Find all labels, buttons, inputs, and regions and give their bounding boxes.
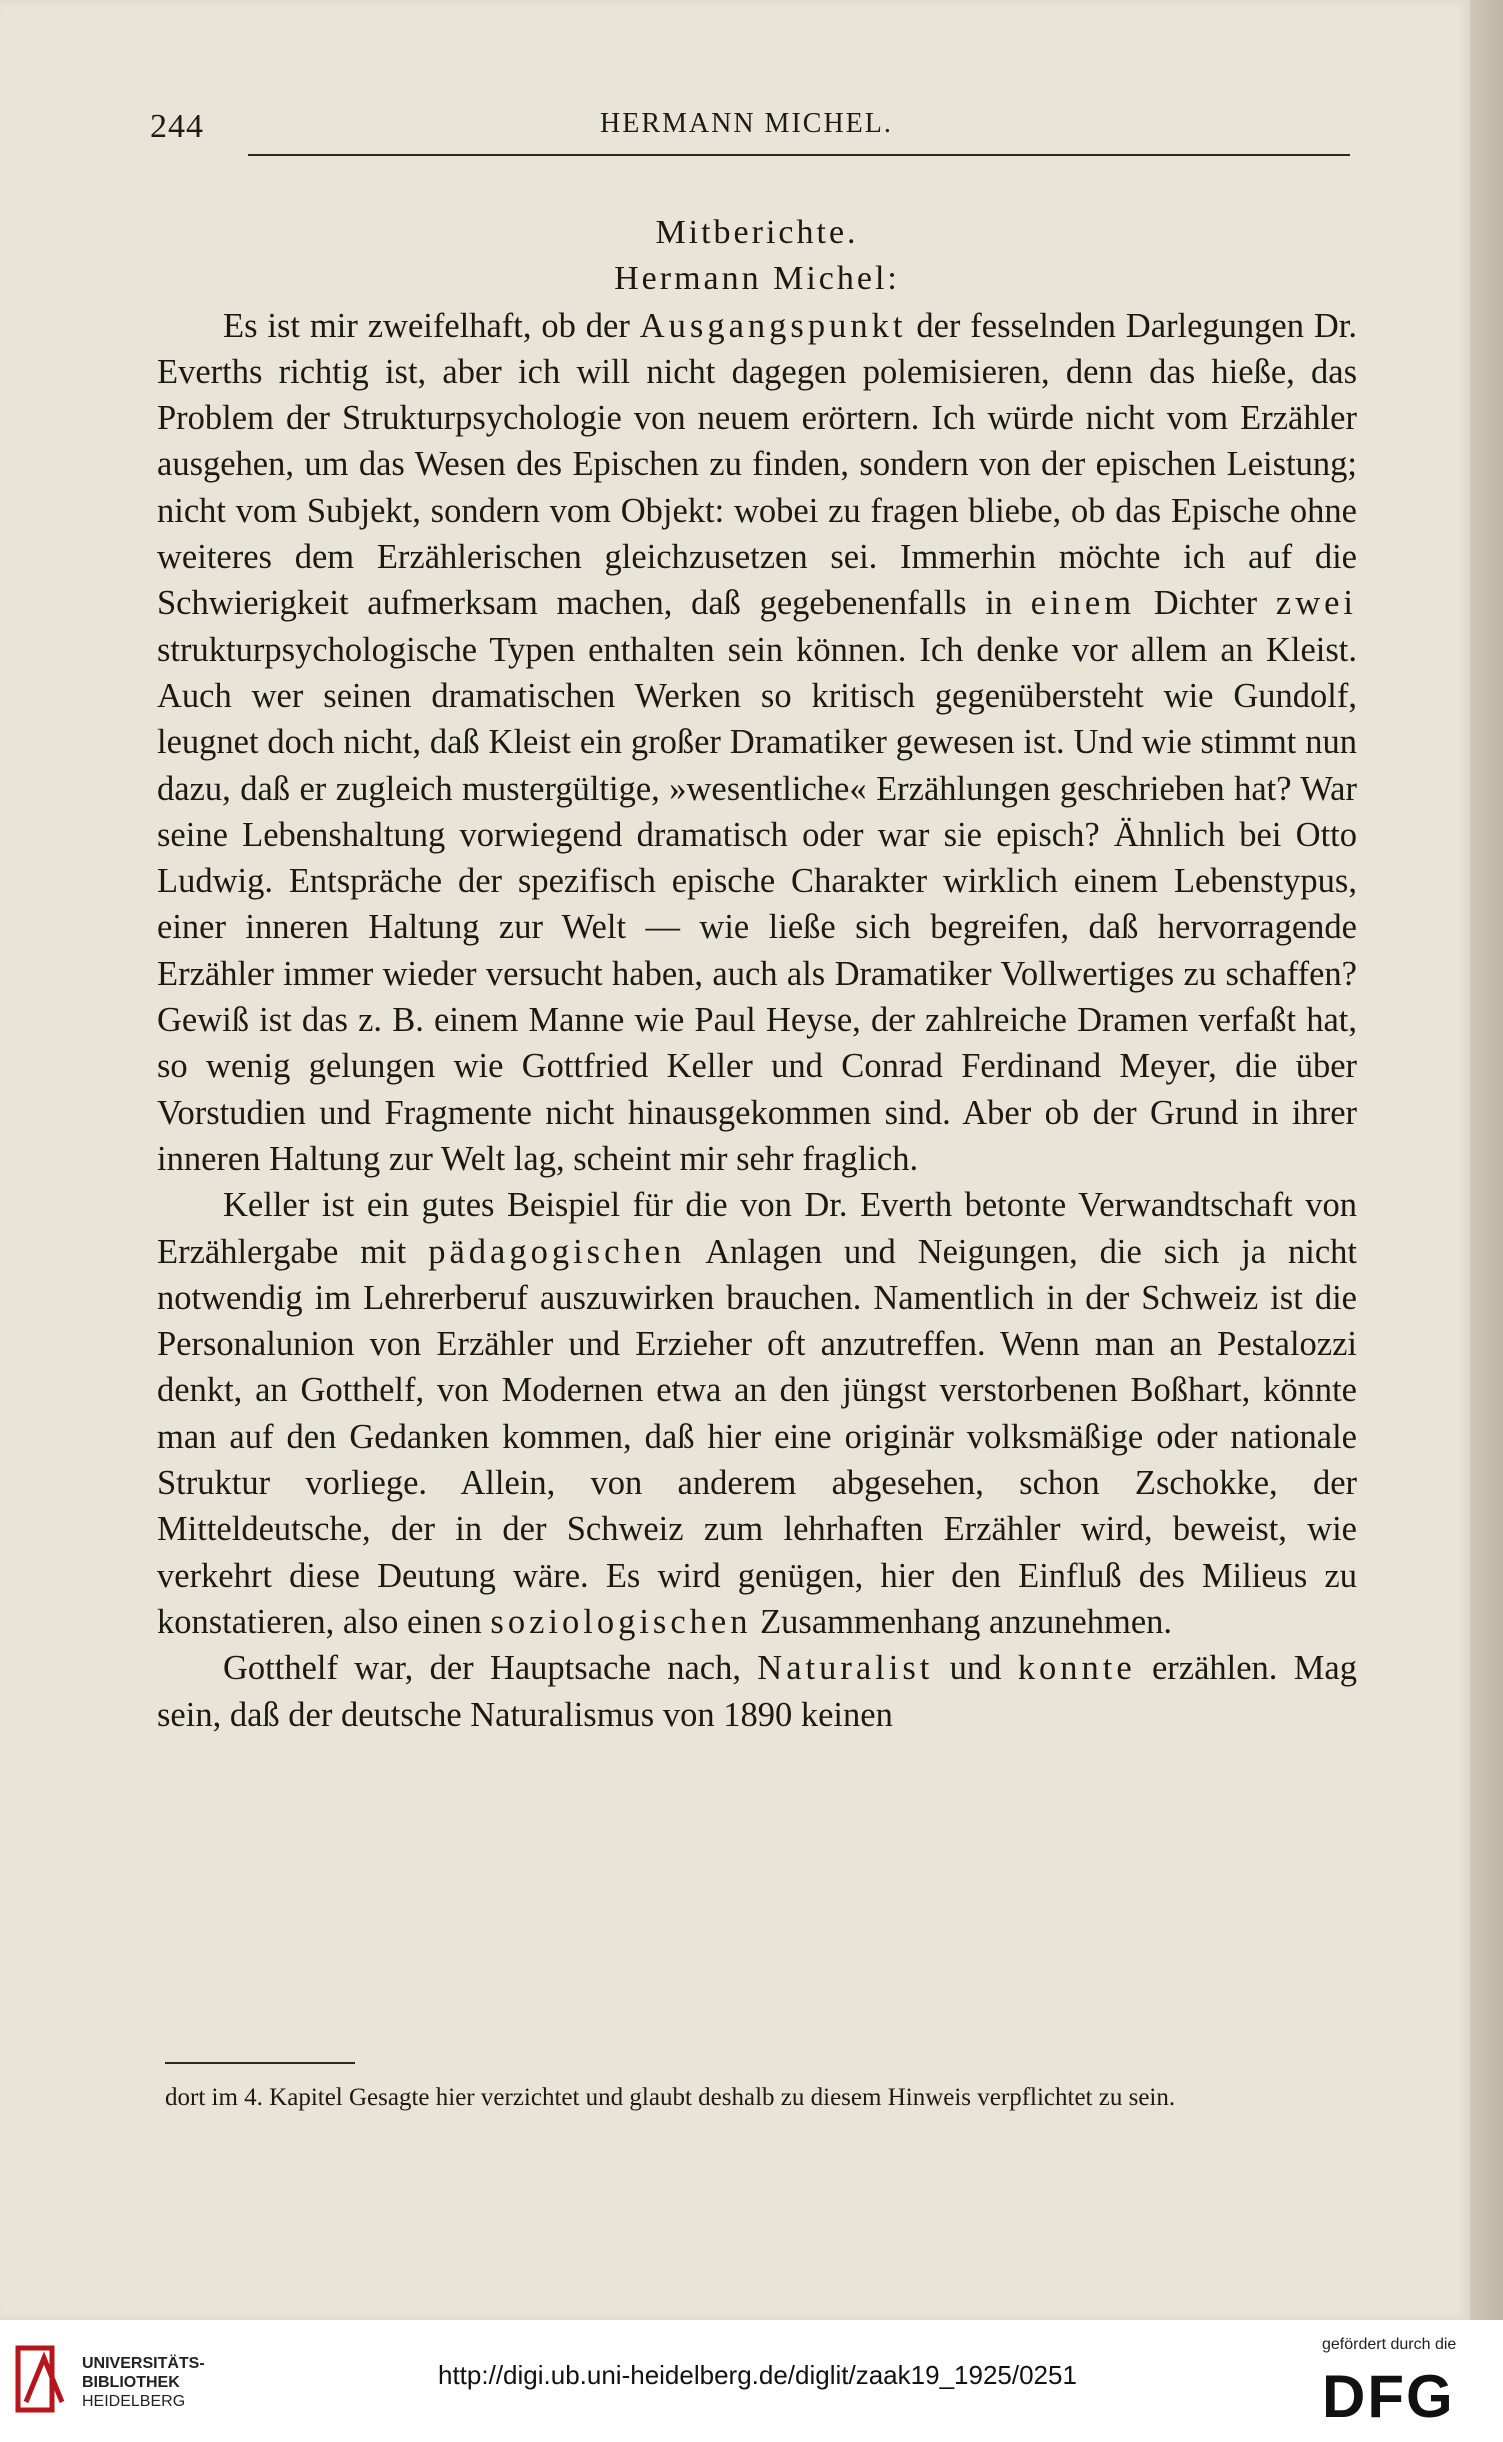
spaced-emphasis: konnte <box>1017 1649 1136 1688</box>
paragraph-2 <box>157 1182 1357 1645</box>
spaced-emphasis: pädagogischen <box>428 1232 686 1271</box>
header-rule <box>248 154 1350 156</box>
text-run: Es ist mir zweifelhaft, ob der <box>223 306 640 345</box>
text-run: Dichter <box>1135 584 1276 623</box>
text-run: strukturpsychologische Typen enthalten sein können. Ich denke vor allem an Kleist. Auch wer seinen dramatischen Werken so kritisch gegenübersteht wie Gundolf, leugnet doch nicht, daß Kleist ein großer Dramatiker gewesen ist. Und wie stimmt nun dazu, daß er zugleich mustergültige, »wesentliche« Erzählungen geschrieben hat? War seine Lebenshaltung vorwiegend dramatisch oder war sie episch? Ähnlich bei Otto Ludwig. Entspräche der spezifisch epische Charakter wirklich einem Lebenstypus, einer inneren Haltung zur Welt — wie ließe sich begreifen, daß hervorragende Erzähler immer wieder versucht haben, auch als Dramatiker Vollwertiges zu schaffen? Gewiß ist das z. B. einem Manne wie Paul Heyse, der zahlreiche Dramen verfaßt hat, so wenig gelungen wie Gottfried Keller und Conrad Ferdinand Meyer, die über Vorstudien und Fragmente nicht hinausgekommen sind. Aber ob der Grund in ihrer inneren Haltung zur Welt lag, scheint mir sehr fraglich. <box>157 630 1357 1178</box>
paragraph-1 <box>157 303 1357 1183</box>
text-run: Zusammenhang anzunehmen. <box>751 1602 1173 1641</box>
body-text <box>157 210 1357 1738</box>
speaker-heading: Hermann Michel: <box>614 260 900 298</box>
page-edge <box>1470 0 1503 2320</box>
text-run: Gotthelf war, der Hauptsache nach, <box>223 1649 758 1688</box>
spaced-emphasis: Ausgangspunkt <box>639 306 907 345</box>
dfg-logo: DFG <box>1322 2363 1455 2430</box>
paragraph-3 <box>157 1645 1357 1738</box>
spaced-emphasis: soziologischen <box>490 1602 752 1641</box>
spaced-emphasis: zwei <box>1275 584 1358 623</box>
text-run: der fesselnden Darlegungen Dr. Everths richtig ist, aber ich will nicht dagegen polemisieren, denn das hieße, das Problem der Strukturpsychologie von neuem erörtern. Ich würde nicht vom Erzähler ausgehen, um das Wesen des Epischen zu finden, sondern von der epischen Leistung; nicht vom Subjekt, sondern vom Objekt: wobei zu fragen bliebe, ob das Epische ohne weiteres dem Erzählerischen gleichzusetzen sei. Immerhin möchte ich auf die Schwierigkeit aufmerksam machen, daß gegebenenfalls in <box>157 306 1357 623</box>
university-library-logo-icon <box>14 2342 70 2422</box>
running-title: HERMANN MICHEL. <box>600 108 893 139</box>
section-heading: Mitberichte. <box>655 214 859 251</box>
spaced-emphasis: Naturalist <box>757 1649 934 1688</box>
text-run: Keller ist ein gutes Beispiel für die von Dr. Everth betonte Verwandtschaft von Erzählergabe mit <box>157 1186 1357 1271</box>
permalink[interactable]: http://digi.ub.uni-heidelberg.de/diglit/zaak19_1925/0251 <box>438 2360 1077 2390</box>
footnote-rule <box>165 2062 355 2064</box>
text-run: und <box>933 1649 1018 1688</box>
library-name: UNIVERSITÄTS- BIBLIOTHEK HEIDELBERG <box>82 2355 205 2410</box>
page-number: 244 <box>150 108 204 145</box>
funding-note: gefördert durch die <box>1322 2336 1457 2353</box>
footnote: dort im 4. Kapitel Gesagte hier verzichtet und glaubt deshalb zu diesem Hinweis verpflichtet zu sein. <box>165 2084 1176 2111</box>
text-run: Anlagen und Neigungen, die sich ja nicht notwendig im Lehrerberuf auszuwirken brauchen. Namentlich in der Schweiz ist die Personalunion von Erzähler und Erzieher oft anzutreffen. Wenn man an Pestalozzi denkt, an Gotthelf, von Modernen etwa an den jüngst verstorbenen Boßhart, könnte man auf den Gedanken kommen, daß hier eine originär volksmäßige oder nationale Struktur vorliege. Allein, von anderem abgesehen, schon Zschokke, der Mitteldeutsche, der in der Schweiz zum lehrhaften Erzähler wird, beweist, wie verkehrt diese Deutung wäre. Es wird genügen, hier den Einfluß des Milieus zu konstatieren, also einen <box>157 1232 1357 1641</box>
spaced-emphasis: einem <box>1030 584 1136 623</box>
digitization-banner <box>0 2322 1503 2442</box>
text-run: erzählen. Mag sein, daß der deutsche Naturalismus von 1890 keinen <box>157 1649 1357 1734</box>
running-head <box>150 108 1350 156</box>
